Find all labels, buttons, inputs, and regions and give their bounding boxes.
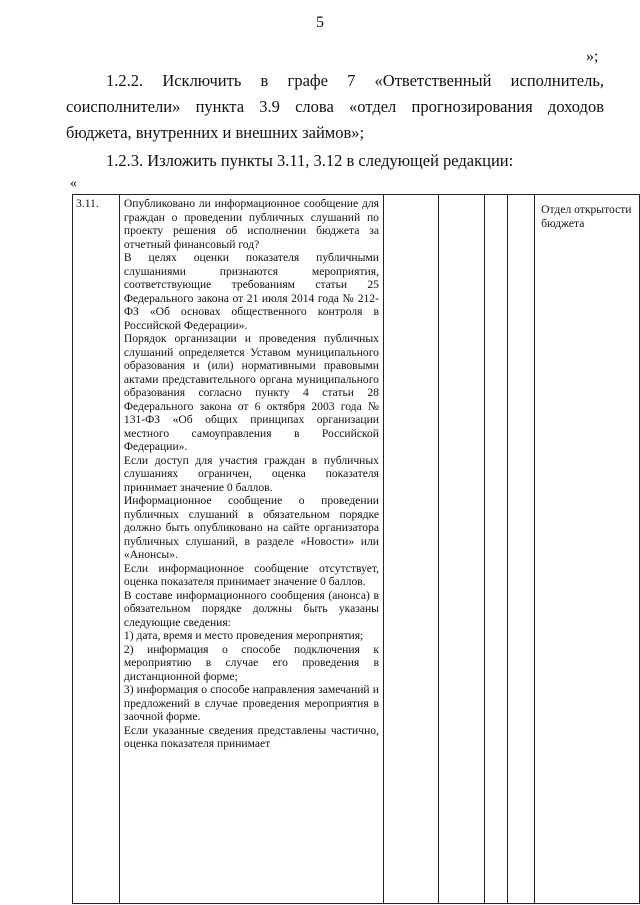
- body-paragraph-9: 2) информация о способе подключения к мероприятию в случае его проведения в дистанционной форме;: [123, 642, 379, 683]
- body-paragraph-3: Порядок организации и проведения публичных слушаний определяется Уставом муниципального образования и (или) нормативными правовыми актами представительного органа муниципального образования согласно пункту 4 статьи 28 Федерального закона от 6 октября 2003 года № 131-ФЗ «Об общих принципах организации местного самоуправления в Российской Федерации».: [123, 332, 379, 453]
- amendment-table: [72, 194, 640, 904]
- body-paragraph-2: В целях оценки показателя публичными слушаниями признаются мероприятия, соответствующие требованиям статьи 25 Федерального закона от 21 июля 2014 года № 212-ФЗ «Об основах общественного контроля в Российской Федерации».: [123, 251, 379, 332]
- opening-quote: «: [70, 176, 77, 191]
- paragraph-1-2-3: 1.2.3. Изложить пункты 3.11, 3.12 в следующей редакции:: [106, 151, 514, 170]
- page-number: 5: [316, 14, 324, 31]
- body-paragraph-8: 1) дата, время и место проведения мероприятия;: [123, 629, 364, 642]
- empty-cell: [438, 195, 485, 904]
- paragraph-1-2-2: 1.2.2. Исключить в графе 7 «Ответственный исполнитель, соисполнители» пункта 3.9 слова «отдел прогнозирования доходов бюджета, внутренних и внешних займов»;: [66, 71, 604, 142]
- body-paragraph-4: Если доступ для участия граждан в публичных слушаниях ограничен, оценка показателя принимает значение 0 баллов.: [123, 453, 379, 494]
- responsible-executor-cell: Отдел открытости бюджета: [535, 195, 640, 904]
- empty-cell: [508, 195, 535, 904]
- body-paragraph-5: Информационное сообщение о проведении публичных слушаний в обязательном порядке должно быть опубликовано на сайте организатора публичных слушаний, в разделе «Новости» или «Анонсы».: [123, 494, 379, 561]
- table-row: [73, 195, 640, 904]
- body-paragraph-11: Если указанные сведения представлены частично, оценка показателя принимает: [123, 723, 379, 750]
- body-paragraph-7: В составе информационного сообщения (анонса) в обязательном порядке должны быть указаны следующие сведения:: [123, 588, 379, 629]
- indicator-description-cell: [119, 195, 383, 904]
- body-paragraph-10: 3) информация о способе направления замечаний и предложений в случае проведения мероприятия в заочной форме.: [123, 683, 379, 723]
- empty-cell: [485, 195, 508, 904]
- closing-quote: »;: [586, 48, 599, 65]
- empty-cell: [383, 195, 438, 904]
- body-paragraph-1: Опубликовано ли информационное сообщение для граждан о проведении публичных слушаний по проекту решения об исполнении бюджета за отчетный финансовый год?: [123, 197, 379, 251]
- row-number-cell: 3.11.: [73, 195, 120, 904]
- body-paragraph-6: Если информационное сообщение отсутствует, оценка показателя принимает значение 0 баллов.: [123, 561, 379, 588]
